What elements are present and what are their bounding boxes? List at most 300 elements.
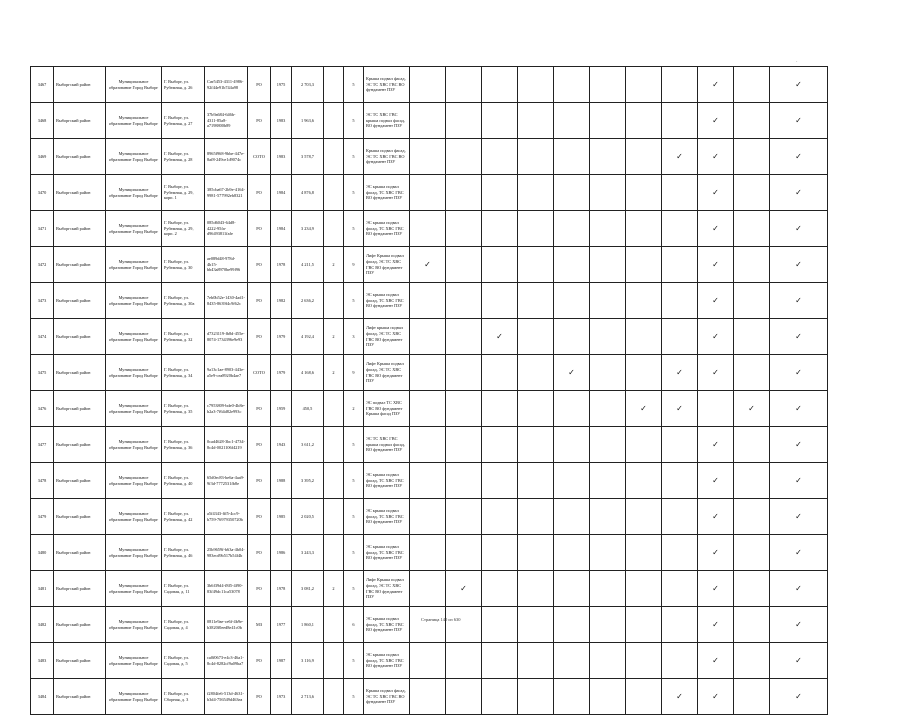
lifts-cell [324, 499, 344, 535]
entrances-cell: 5 [344, 103, 364, 139]
checkmark-icon: ✓ [712, 619, 719, 629]
works-cell: ЭС крыша подвал фасад, ТС ХВС ГВС ВО фундамент ПЗУ [364, 463, 410, 499]
work-check-cell [410, 571, 446, 607]
owner-cell: РО [248, 67, 271, 103]
municipality-cell: Муниципальное образование Город Выборг [106, 319, 162, 355]
area-cell: 2 636,2 [292, 283, 324, 319]
row-number: 3471 [31, 211, 54, 247]
work-check-cell [734, 535, 770, 571]
work-check-cell [518, 67, 554, 103]
work-check-cell [554, 643, 590, 679]
house-code-cell: 25b9659f-b63a-4b04-983ecd9b517b54f4b [205, 535, 248, 571]
work-check-cell [734, 355, 770, 391]
house-code-cell: 385cba67-2b9e-4164-9981-577992eb8321 [205, 175, 248, 211]
work-check-cell [410, 679, 446, 715]
area-cell: 4 211,5 [292, 247, 324, 283]
district-cell: Выборгский район [54, 463, 106, 499]
work-check-cell [770, 247, 828, 283]
area-cell: 3 243,3 [292, 535, 324, 571]
work-check-cell [410, 139, 446, 175]
work-check-cell [698, 319, 734, 355]
checkmark-icon: ✓ [795, 331, 802, 341]
checkmark-icon: ✓ [795, 691, 802, 701]
work-check-cell [554, 679, 590, 715]
checkmark-icon: ✓ [712, 547, 719, 557]
year-cell: 1984 [271, 211, 292, 247]
table-row [31, 211, 828, 247]
work-check-cell [662, 211, 698, 247]
work-check-cell [482, 607, 518, 643]
area-cell: 1 963,6 [292, 103, 324, 139]
district-cell: Выборгский район [54, 643, 106, 679]
house-code-cell: 085d6043-64d8-4222-95fa-d96493811fafe [205, 211, 248, 247]
table-row [31, 499, 828, 535]
work-check-cell [482, 67, 518, 103]
house-code-cell: 65d0ec83-be6a-4aa9-9f3d-7772531fb8e [205, 463, 248, 499]
table-row [31, 643, 828, 679]
house-code-cell: f2804fe6-513d-4631-b3d4-756549d463ea [205, 679, 248, 715]
work-check-cell [482, 643, 518, 679]
work-check-cell [590, 139, 626, 175]
checkmark-icon: ✓ [712, 259, 719, 269]
works-cell: Крыша подвал фасад, ЭС ТС ХВС ГВС ВО фундамент ПЗУ [364, 67, 410, 103]
work-check-cell [734, 391, 770, 427]
work-check-cell [554, 535, 590, 571]
checkmark-icon: ✓ [712, 295, 719, 305]
checkmark-icon: ✓ [676, 367, 683, 377]
work-check-cell [734, 211, 770, 247]
work-check-cell [734, 643, 770, 679]
work-check-cell [446, 463, 482, 499]
lifts-cell: 2 [324, 247, 344, 283]
work-check-cell [446, 175, 482, 211]
work-check-cell [554, 211, 590, 247]
owner-cell: СОТО [248, 355, 271, 391]
table-row [31, 175, 828, 211]
municipality-cell: Муниципальное образование Город Выборг [106, 139, 162, 175]
work-check-cell [518, 463, 554, 499]
work-check-cell [698, 571, 734, 607]
work-check-cell [518, 319, 554, 355]
address-cell: Г. Выборг, ул. Рубежная, д. 36 [162, 427, 205, 463]
checkmark-icon: ✓ [676, 403, 683, 413]
work-check-cell [446, 643, 482, 679]
work-check-cell [446, 211, 482, 247]
address-cell: Г. Выборг, ул. Рубежная, д. 30а [162, 283, 205, 319]
municipality-cell: Муниципальное образование Город Выборг [106, 175, 162, 211]
work-check-cell [590, 211, 626, 247]
work-check-cell [626, 247, 662, 283]
house-code-cell: 9a13c1ae-8903-443e-a5e9-cea8920b4ae7 [205, 355, 248, 391]
house-code-cell: 0811e9ae-ce6f-4b9e-b3820f0eed8e41c0b [205, 607, 248, 643]
work-check-cell [734, 67, 770, 103]
address-cell: Г. Выборг, ул. Садовая, д. 4 [162, 607, 205, 643]
works-cell: ЭС крыша подвал фасад, ТС ХВС ГВС ВО фундамент ПЗУ [364, 607, 410, 643]
work-check-cell [626, 67, 662, 103]
lifts-cell [324, 139, 344, 175]
lifts-cell: 2 [324, 571, 344, 607]
table-row [31, 607, 828, 643]
checkmark-icon: ✓ [712, 331, 719, 341]
work-check-cell [518, 103, 554, 139]
row-number: 3468 [31, 103, 54, 139]
work-check-cell [698, 391, 734, 427]
district-cell: Выборгский район [54, 427, 106, 463]
row-number: 3478 [31, 463, 54, 499]
year-cell: 1973 [271, 679, 292, 715]
work-check-cell [410, 643, 446, 679]
checkmark-icon: ✓ [496, 331, 503, 341]
municipality-cell: Муниципальное образование Город Выборг [106, 679, 162, 715]
work-check-cell [734, 283, 770, 319]
area-cell: 4 192,4 [292, 319, 324, 355]
table-row [31, 463, 828, 499]
year-cell: 1943 [271, 427, 292, 463]
lifts-cell: 2 [324, 319, 344, 355]
works-cell: ЭС крыша подвал фасад, ТС ХВС ГВС ВО фундамент ПЗУ [364, 643, 410, 679]
row-number: 3480 [31, 535, 54, 571]
work-check-cell [662, 103, 698, 139]
work-check-cell [626, 427, 662, 463]
work-check-cell [410, 103, 446, 139]
municipality-cell: Муниципальное образование Город Выборг [106, 67, 162, 103]
year-cell: 1959 [271, 391, 292, 427]
area-cell: 3 611,2 [292, 427, 324, 463]
lifts-cell [324, 427, 344, 463]
page-marker: · [796, 60, 798, 65]
work-check-cell [410, 355, 446, 391]
year-cell: 1979 [271, 319, 292, 355]
checkmark-icon: ✓ [712, 583, 719, 593]
work-check-cell [482, 391, 518, 427]
area-cell: 1 860,1 [292, 607, 324, 643]
district-cell: Выборгский район [54, 355, 106, 391]
checkmark-icon: ✓ [795, 655, 802, 665]
work-check-cell [590, 355, 626, 391]
work-check-cell [554, 607, 590, 643]
municipality-cell: Муниципальное образование Город Выборг [106, 463, 162, 499]
address-cell: Г. Выборг, ул. Садовая, д. 5 [162, 643, 205, 679]
work-check-cell [626, 319, 662, 355]
entrances-cell: 5 [344, 283, 364, 319]
checkmark-icon: ✓ [712, 511, 719, 521]
row-number: 3482 [31, 607, 54, 643]
row-number: 3472 [31, 247, 54, 283]
work-check-cell [518, 499, 554, 535]
address-cell: Г. Выборг, ул. Рубежная, д. 26 [162, 67, 205, 103]
work-check-cell [662, 535, 698, 571]
work-check-cell [590, 283, 626, 319]
checkmark-icon: ✓ [795, 115, 802, 125]
checkmark-icon: ✓ [795, 259, 802, 269]
row-number: 3479 [31, 499, 54, 535]
work-check-cell [662, 67, 698, 103]
checkmark-icon: ✓ [795, 439, 802, 449]
district-cell: Выборгский район [54, 103, 106, 139]
area-cell: 2 703,3 [292, 67, 324, 103]
work-check-cell [482, 247, 518, 283]
work-check-cell [518, 643, 554, 679]
work-check-cell [662, 607, 698, 643]
work-check-cell [554, 247, 590, 283]
row-number: 3481 [31, 571, 54, 607]
checkmark-icon: ✓ [712, 115, 719, 125]
owner-cell: РО [248, 103, 271, 139]
row-number: 3467 [31, 67, 54, 103]
work-check-cell [410, 427, 446, 463]
address-cell: Г. Выборг, ул. Рубежная, д. 29, корп. 1 [162, 175, 205, 211]
work-check-cell [698, 139, 734, 175]
area-cell: 3 578,7 [292, 139, 324, 175]
work-check-cell [626, 679, 662, 715]
checkmark-icon: ✓ [795, 547, 802, 557]
work-check-cell [770, 211, 828, 247]
work-check-cell [698, 535, 734, 571]
district-cell: Выборгский район [54, 319, 106, 355]
municipality-cell: Муниципальное образование Город Выборг [106, 571, 162, 607]
work-check-cell [482, 679, 518, 715]
checkmark-icon: ✓ [712, 655, 719, 665]
house-code-cell: Сат5453-4311-4986-92f44e91b744a98 [205, 67, 248, 103]
year-cell: 1978 [271, 571, 292, 607]
district-cell: Выборгский район [54, 679, 106, 715]
district-cell: Выборгский район [54, 571, 106, 607]
work-check-cell [590, 103, 626, 139]
row-number: 3474 [31, 319, 54, 355]
work-check-cell [734, 139, 770, 175]
work-check-cell [554, 283, 590, 319]
district-cell: Выборгский район [54, 67, 106, 103]
work-check-cell [590, 319, 626, 355]
house-code-cell: 37b9a684-646b-4311-85a8-a7198800b89 [205, 103, 248, 139]
checkmark-icon: ✓ [712, 475, 719, 485]
work-check-cell [482, 463, 518, 499]
municipality-cell: Муниципальное образование Город Выборг [106, 391, 162, 427]
table-row [31, 535, 828, 571]
work-check-cell [698, 211, 734, 247]
area-cell: 2 020,5 [292, 499, 324, 535]
row-number: 3476 [31, 391, 54, 427]
checkmark-icon: ✓ [795, 295, 802, 305]
work-check-cell [446, 139, 482, 175]
checkmark-icon: ✓ [795, 403, 802, 413]
work-check-cell [518, 427, 554, 463]
year-cell: 1984 [271, 175, 292, 211]
table-row [31, 67, 828, 103]
work-check-cell [446, 247, 482, 283]
row-number: 3473 [31, 283, 54, 319]
address-cell: Г. Выборг, ул. Рубежная, д. 28 [162, 139, 205, 175]
work-check-cell [590, 679, 626, 715]
district-cell: Выборгский район [54, 175, 106, 211]
work-check-cell [770, 571, 828, 607]
owner-cell: РО [248, 679, 271, 715]
work-check-cell [770, 139, 828, 175]
entrances-cell: 5 [344, 463, 364, 499]
work-check-cell [554, 571, 590, 607]
work-check-cell [770, 283, 828, 319]
work-check-cell [626, 535, 662, 571]
work-check-cell [518, 211, 554, 247]
area-cell: 3 116,9 [292, 643, 324, 679]
year-cell: 1979 [271, 355, 292, 391]
district-cell: Выборгский район [54, 247, 106, 283]
work-check-cell [554, 103, 590, 139]
work-check-cell [410, 499, 446, 535]
house-code-cell: a5f4343-fff5-4cc9-b759-76979350720b [205, 499, 248, 535]
district-cell: Выборгский район [54, 499, 106, 535]
lifts-cell [324, 175, 344, 211]
work-check-cell [446, 427, 482, 463]
municipality-cell: Муниципальное образование Город Выборг [106, 283, 162, 319]
work-check-cell [626, 391, 662, 427]
checkmark-icon: ✓ [795, 151, 802, 161]
work-check-cell [410, 535, 446, 571]
checkmark-icon: ✓ [568, 367, 575, 377]
work-check-cell [518, 175, 554, 211]
entrances-cell: 9 [344, 355, 364, 391]
work-check-cell [662, 319, 698, 355]
work-check-cell [698, 283, 734, 319]
work-check-cell [446, 283, 482, 319]
district-cell: Выборгский район [54, 139, 106, 175]
entrances-cell: 5 [344, 427, 364, 463]
work-check-cell [698, 103, 734, 139]
checkmark-icon: ✓ [712, 79, 719, 89]
work-check-cell [626, 643, 662, 679]
work-check-cell [446, 67, 482, 103]
work-check-cell [734, 175, 770, 211]
works-cell: ЭС крыша подвал фасад, ТС ХВС ГВС ВО фундамент ПЗУ [364, 175, 410, 211]
work-check-cell [554, 175, 590, 211]
checkmark-icon: ✓ [795, 187, 802, 197]
lifts-cell [324, 535, 344, 571]
district-cell: Выборгский район [54, 607, 106, 643]
entrances-cell: 5 [344, 535, 364, 571]
table-row [31, 427, 828, 463]
checkmark-icon: ✓ [424, 259, 431, 269]
entrances-cell: 5 [344, 571, 364, 607]
works-cell: ЭС ТС ХВС ГВС крыша подвал фасад, ВО фундамент ПЗУ [364, 427, 410, 463]
work-check-cell [770, 643, 828, 679]
work-check-cell [626, 463, 662, 499]
work-check-cell [518, 607, 554, 643]
house-code-cell: 8965f968-9bbe-447e-8af8-249ce1d9074c [205, 139, 248, 175]
address-cell: Г. Выборг, ул. Рубежная, д. 27 [162, 103, 205, 139]
year-cell: 1987 [271, 643, 292, 679]
work-check-cell [554, 427, 590, 463]
address-cell: Г. Выборг, ул. Рубежная, д. 30 [162, 247, 205, 283]
work-check-cell [482, 571, 518, 607]
work-check-cell [770, 463, 828, 499]
work-check-cell [410, 319, 446, 355]
checkmark-icon: ✓ [676, 151, 683, 161]
work-check-cell [446, 319, 482, 355]
work-check-cell [446, 679, 482, 715]
lifts-cell [324, 607, 344, 643]
work-check-cell [734, 499, 770, 535]
entrances-cell: 5 [344, 139, 364, 175]
work-check-cell [770, 103, 828, 139]
work-check-cell [698, 679, 734, 715]
table-row [31, 103, 828, 139]
owner-cell: РО [248, 247, 271, 283]
work-check-cell [518, 283, 554, 319]
work-check-cell [770, 319, 828, 355]
area-cell: 4 168,6 [292, 355, 324, 391]
work-check-cell [446, 103, 482, 139]
work-check-cell [590, 607, 626, 643]
checkmark-icon: ✓ [795, 475, 802, 485]
table-row [31, 571, 828, 607]
work-check-cell [662, 499, 698, 535]
table-row [31, 355, 828, 391]
municipality-cell: Муниципальное образование Город Выборг [106, 607, 162, 643]
row-number: 3470 [31, 175, 54, 211]
entrances-cell: 2 [344, 391, 364, 427]
lifts-cell: 2 [324, 355, 344, 391]
owner-cell: РО [248, 427, 271, 463]
checkmark-icon: ✓ [712, 439, 719, 449]
municipality-cell: Муниципальное образование Город Выборг [106, 535, 162, 571]
work-check-cell [482, 499, 518, 535]
work-check-cell [734, 103, 770, 139]
owner-cell: МЗ [248, 607, 271, 643]
municipality-cell: Муниципальное образование Город Выборг [106, 499, 162, 535]
work-check-cell [734, 571, 770, 607]
year-cell: 1983 [271, 103, 292, 139]
work-check-cell [698, 175, 734, 211]
municipality-cell: Муниципальное образование Город Выборг [106, 427, 162, 463]
work-check-cell [554, 139, 590, 175]
area-cell: 3 395,2 [292, 463, 324, 499]
address-cell: Г. Выборг, ул. Рубежная, д. 35 [162, 391, 205, 427]
work-check-cell [734, 319, 770, 355]
municipality-cell: Муниципальное образование Город Выборг [106, 355, 162, 391]
work-check-cell [662, 139, 698, 175]
works-cell: ЭС крыша подвал фасад, ТС ХВС ГВС ВО фундамент ПЗУ [364, 499, 410, 535]
checkmark-icon: ✓ [712, 367, 719, 377]
work-check-cell [698, 355, 734, 391]
year-cell: 1982 [271, 283, 292, 319]
address-cell: Г. Выборг, ул. Садовая, д. 11 [162, 571, 205, 607]
work-check-cell [554, 319, 590, 355]
works-cell: Лифт Крыша подвал фасад, ЭС ТС ХВС ГВС ВО фундамент ПЗУ [364, 247, 410, 283]
works-cell: Крыша подвал фасад, ЭС ТС ХВС ГВС ВО фундамент ПЗУ [364, 139, 410, 175]
work-check-cell [554, 355, 590, 391]
work-check-cell [698, 499, 734, 535]
work-check-cell [770, 67, 828, 103]
work-check-cell [446, 535, 482, 571]
checkmark-icon: ✓ [795, 223, 802, 233]
work-check-cell [446, 607, 482, 643]
table-row [31, 391, 828, 427]
lifts-cell [324, 643, 344, 679]
work-check-cell [626, 355, 662, 391]
checkmark-icon: ✓ [795, 79, 802, 89]
work-check-cell [482, 283, 518, 319]
work-check-cell [698, 607, 734, 643]
entrances-cell: 5 [344, 175, 364, 211]
work-check-cell [770, 607, 828, 643]
district-cell: Выборгский район [54, 535, 106, 571]
work-check-cell [446, 571, 482, 607]
district-cell: Выборгский район [54, 211, 106, 247]
checkmark-icon: ✓ [748, 403, 755, 413]
checkmark-icon: ✓ [676, 691, 683, 701]
checkmark-icon: ✓ [795, 511, 802, 521]
lifts-cell [324, 391, 344, 427]
